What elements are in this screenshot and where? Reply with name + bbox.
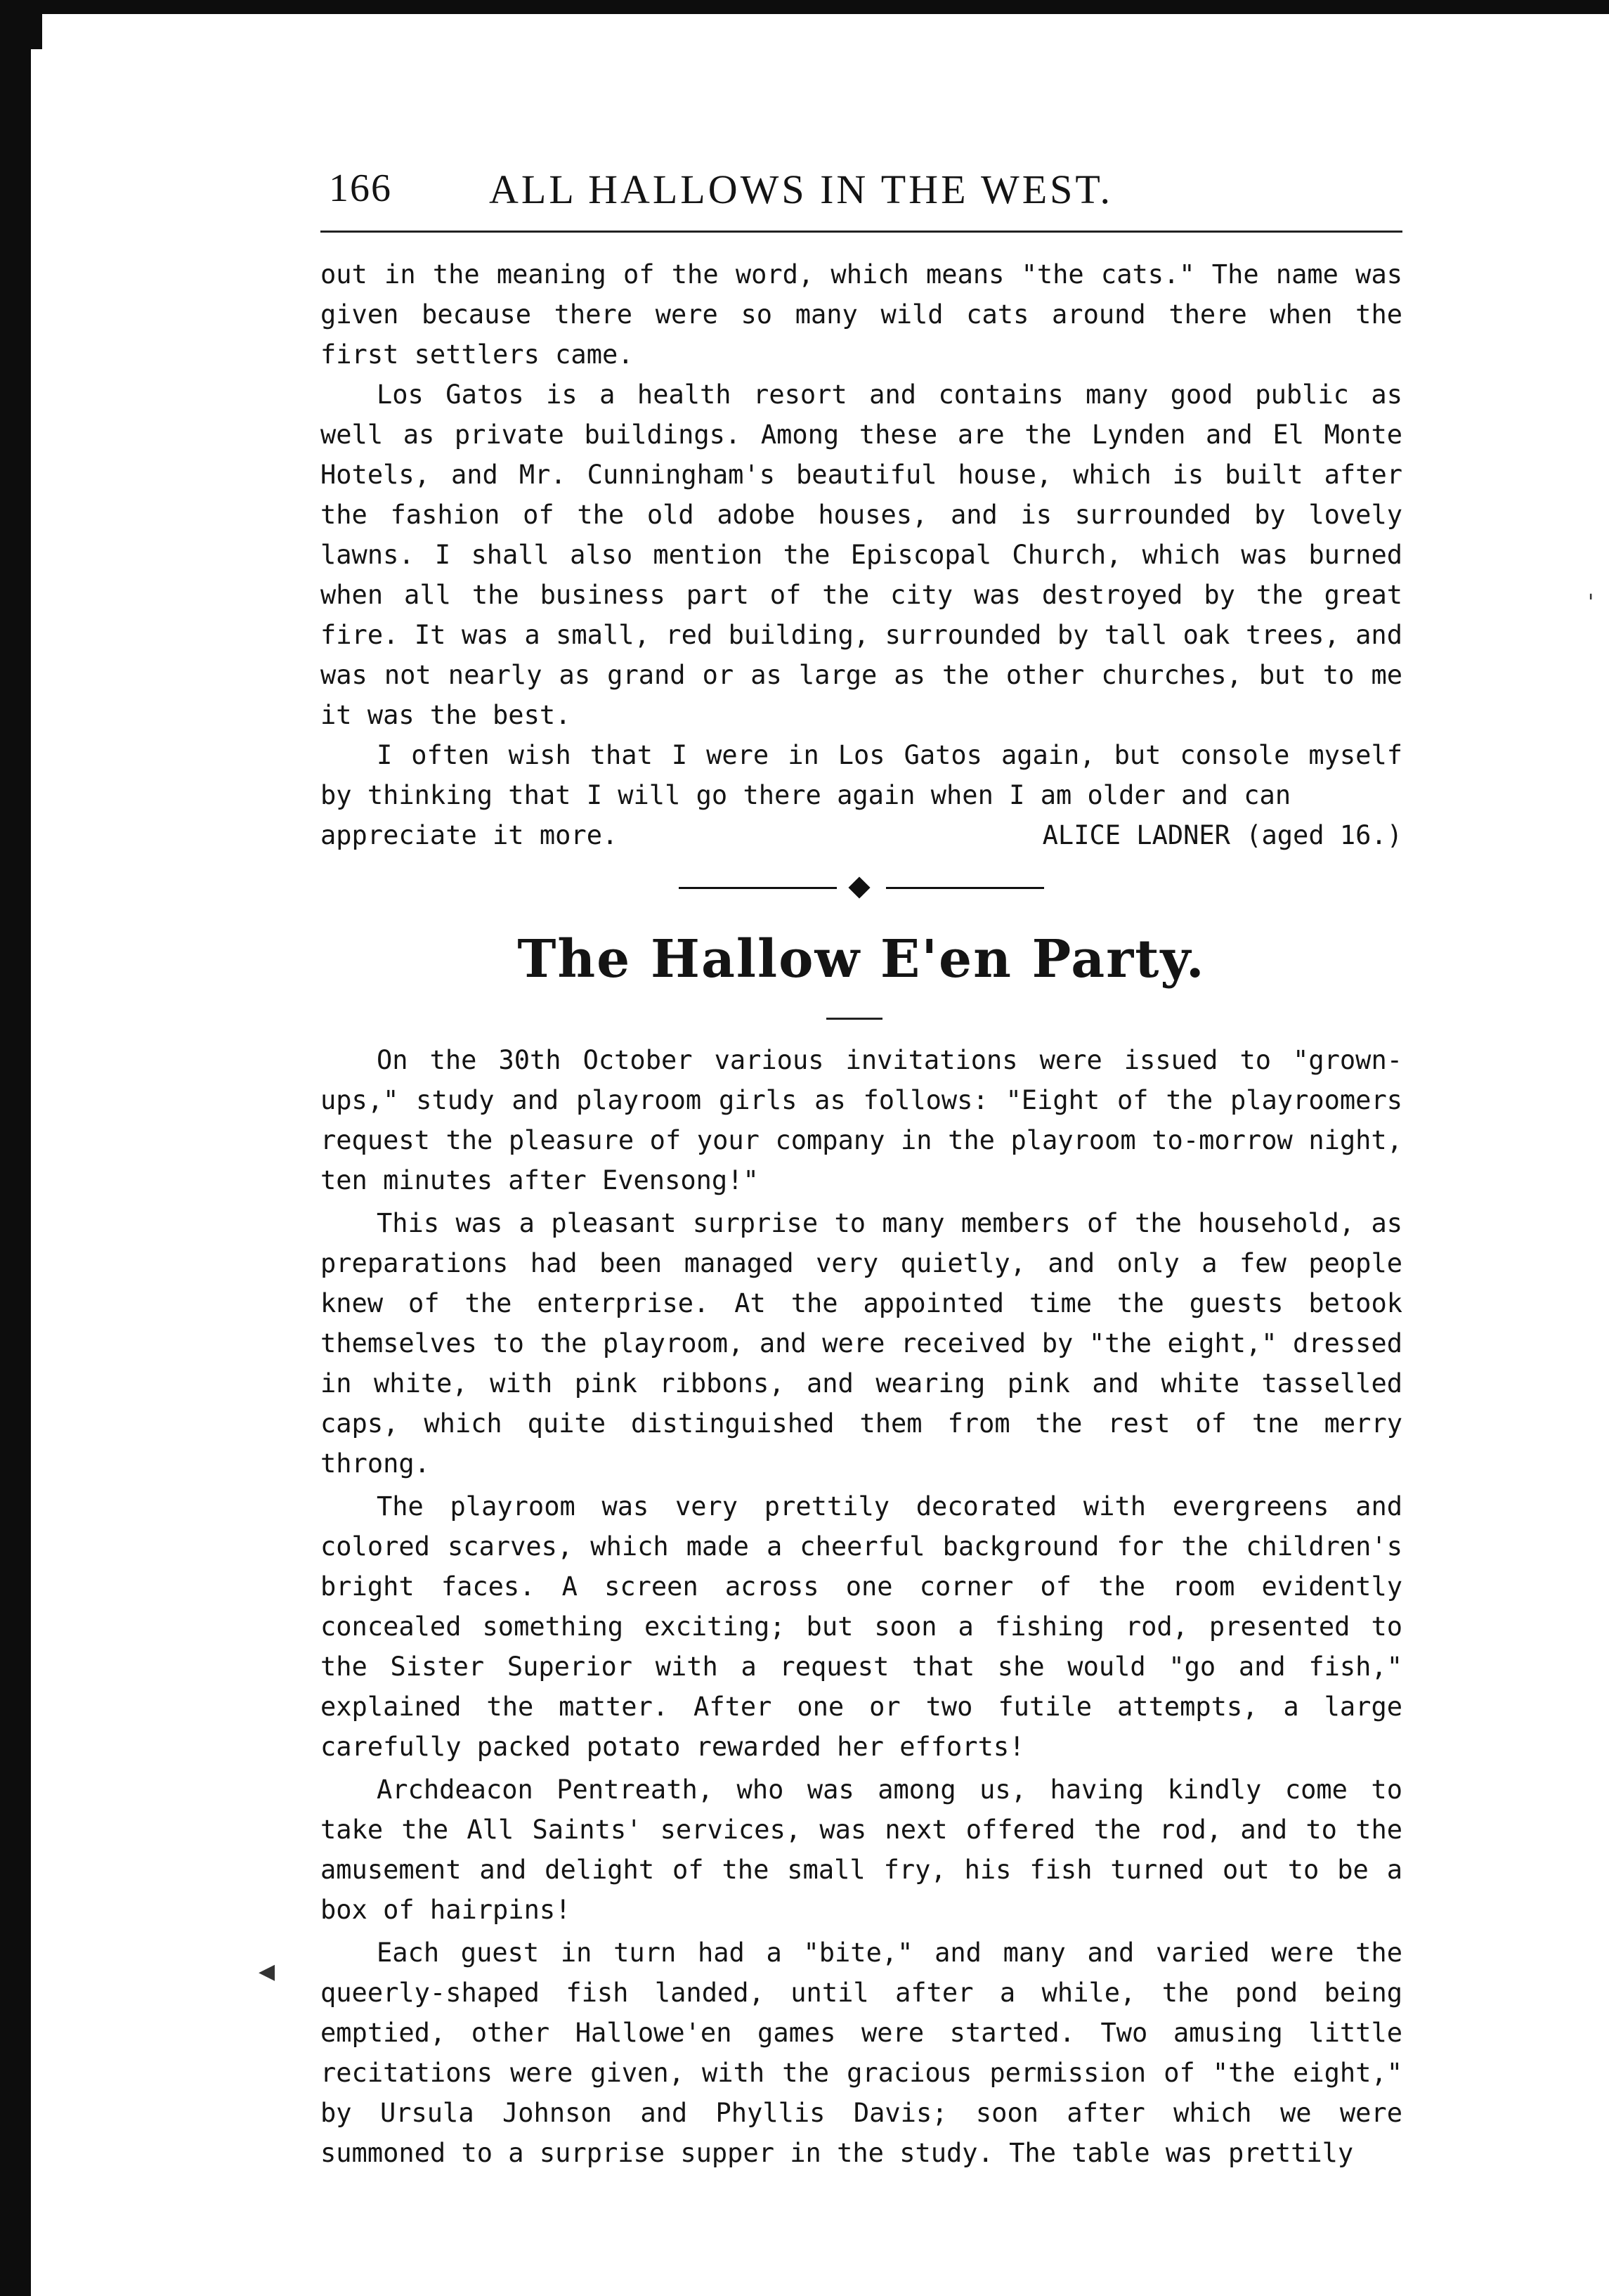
closing-text: appreciate it more. [320, 820, 618, 850]
section-divider-ornament [679, 880, 1044, 897]
divider-line [679, 887, 837, 889]
scan-corner-notch [0, 0, 42, 49]
divider-line [886, 887, 1044, 889]
author-signature: ALICE LADNER (aged 16.) [1042, 820, 1402, 850]
scan-border-left [0, 0, 31, 2296]
header-rule [320, 231, 1402, 233]
journal-title: ALL HALLOWS IN THE WEST. [489, 167, 1114, 212]
article-title: The Hallow E'en Party. [517, 929, 1206, 990]
paragraph: Archdeacon Pentreath, who was among us, having kindly come to take the All Saints' services, was next offered the rod, and to the amusement and delight of the small fry, his fish turned out to be a box of hairpins! [320, 1775, 1402, 1925]
paragraph: This was a pleasant surprise to many members of the household, as preparations had been managed very quietly, and only a few people knew of the enterprise. At the appointed time the guests betook themselves to the playroom, and were received by "the eight," dressed in white, with pink ribbons, and wearing pink and white tasselled caps, which quite distinguished them from the rest of tne merry throng. [320, 1208, 1402, 1479]
paragraph: I often wish that I were in Los Gatos again, but console myself by thinking that I will go there again when I am older and can [320, 740, 1402, 810]
page-number: 166 [329, 167, 392, 210]
paragraph: The playroom was very prettily decorated with evergreens and colored scarves, which made a cheerful background for the children's bright faces. A screen across one corner of the room evidently concealed something exciting; but soon a fishing rod, presented to the Sister Superior with a request that she would "go and fish," explained the matter. After one or two futile attempts, a large carefully packed potato rewarded her efforts! [320, 1491, 1402, 1762]
paragraph: Los Gatos is a health resort and contains many good public as well as private buildings. Among these are the Lynden and El Monte Hotels, and Mr. Cunningham's beautiful house, which is built after the fashion of the old adobe houses, and is surrounded by lovely lawns. I shall also mention the Episcopal Church, which was burned when all the business part of the city was destroyed by the great fire. It was a small, red building, surrounded by tall oak trees, and was not nearly as grand or as large as the other churches, but to me it was the best. [320, 380, 1402, 730]
scan-border-top [0, 0, 1609, 14]
signature-line [320, 815, 1402, 855]
title-rule [826, 1018, 882, 1020]
paragraph: On the 30th October various invitations were issued to "grown-ups," study and playroom girls as follows: "Eight of the playroomers request the pleasure of your company in the playroom to-morrow night, ten minutes after Evensong!" [320, 1045, 1402, 1195]
article-hallow-een-party [320, 1040, 1402, 2176]
article-los-gatos [320, 254, 1402, 855]
paragraph: Each guest in turn had a "bite," and many and varied were the queerly-shaped fish landed, until after a while, the pond being emptied, other Hallowe'en games were started. Two amusing little recitations were given, with the gracious permission of "the eight," by Ursula Johnson and Phyllis Davis; soon after which we were summoned to a surprise supper in the study. The table was prettily [320, 1938, 1402, 2168]
paragraph: out in the meaning of the word, which means "the cats." The name was given because there were so many wild cats around there when the first settlers came. [320, 259, 1402, 370]
margin-mark-icon: ' [1588, 590, 1594, 615]
margin-pointer-icon: ◀ [259, 1959, 275, 1984]
running-head [320, 166, 1402, 222]
diamond-icon [848, 876, 870, 898]
